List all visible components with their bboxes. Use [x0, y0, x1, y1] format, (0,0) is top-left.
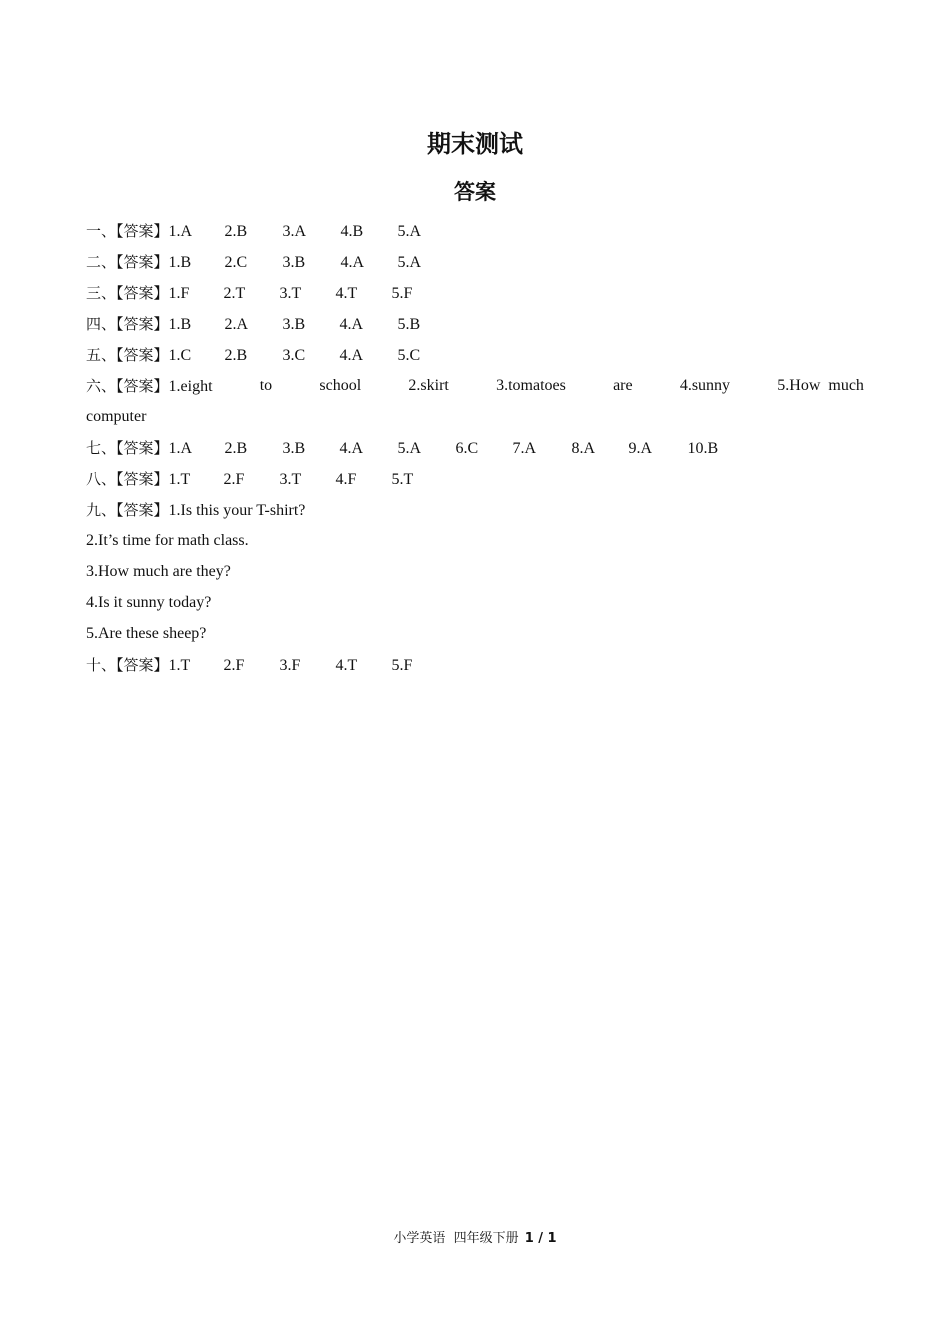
page-number: 1 / 1	[524, 1231, 557, 1246]
answer-item: 4.F	[335, 471, 357, 488]
answer-item: 3.tomatoes	[496, 377, 566, 394]
answer-item: 1.B	[168, 254, 192, 271]
row-lead: 三、【答案】	[86, 284, 169, 302]
answer-row-8	[86, 465, 864, 496]
answer-item: 3.B	[282, 440, 306, 457]
answer-item: 2.B	[224, 347, 248, 364]
answer-item: 4.A	[339, 316, 364, 333]
answer-item: 1.T	[168, 471, 191, 488]
answer-row-6-continuation	[86, 403, 864, 434]
answer-row-5	[86, 341, 864, 372]
answer-item: 9.A	[628, 440, 653, 457]
page-title: 期末测试	[427, 130, 523, 158]
answer-item: 3.F	[279, 657, 301, 674]
answer-item: 5.A	[397, 440, 422, 457]
row-lead: 七、【答案】	[86, 439, 169, 457]
answer-item: 4.sunny	[679, 377, 731, 394]
answer-item: 2.C	[224, 254, 248, 271]
answer-item: 3.C	[282, 347, 306, 364]
answer-item: 5.B	[397, 316, 421, 333]
answer-line	[86, 558, 864, 589]
answer-item: 2.A	[224, 316, 249, 333]
page-subtitle: 答案	[454, 180, 496, 204]
answer-item: 5.Are these sheep?	[86, 625, 207, 642]
answer-item: 2.It’s time for math class.	[86, 532, 249, 549]
answer-row-3	[86, 279, 864, 310]
answer-row-7	[86, 434, 864, 465]
answer-item: 5.F	[391, 657, 413, 674]
answer-item: 5.How much	[777, 377, 864, 394]
answer-item: 10.B	[687, 440, 719, 457]
answer-item: 1.T	[168, 657, 191, 674]
answer-item: 3.T	[279, 285, 302, 302]
answer-row-2	[86, 248, 864, 279]
row-lead: 十、【答案】	[86, 656, 169, 674]
answer-item: 8.A	[571, 440, 596, 457]
answer-item: 1.C	[168, 347, 192, 364]
answer-row-1	[86, 217, 864, 248]
answer-line	[86, 527, 864, 558]
answer-item: 4.T	[335, 657, 358, 674]
row-lead: 八、【答案】	[86, 470, 169, 488]
answer-item: 3.A	[282, 223, 307, 240]
row-lead: 六、【答案】	[86, 377, 169, 395]
answer-item: 1.B	[168, 316, 192, 333]
answer-row-6	[86, 372, 864, 403]
answer-item: 2.B	[224, 440, 248, 457]
answer-row-9	[86, 496, 864, 527]
answer-item: 4.A	[339, 347, 364, 364]
answer-item: 3.B	[282, 316, 306, 333]
row-lead: 九、【答案】	[86, 501, 169, 519]
answer-item: 1.Is this your T-shirt?	[168, 502, 306, 519]
answer-item: 5.T	[391, 471, 414, 488]
answer-item: computer	[86, 408, 147, 425]
answer-list	[86, 217, 864, 682]
footer-text: 小学英语 四年级下册	[393, 1231, 519, 1246]
row-lead: 一、【答案】	[86, 222, 169, 240]
answer-item: 2.B	[224, 223, 248, 240]
answer-item: to	[259, 377, 273, 394]
answer-item: 2.T	[223, 285, 246, 302]
row-lead: 五、【答案】	[86, 346, 169, 364]
answer-item: 3.B	[282, 254, 306, 271]
answer-item: 4.B	[340, 223, 364, 240]
answer-item: 4.Is it sunny today?	[86, 594, 212, 611]
answer-item: 2.F	[223, 657, 245, 674]
answer-item: school	[319, 377, 362, 394]
answer-line	[86, 620, 864, 651]
row-lead: 四、【答案】	[86, 315, 169, 333]
answer-item: 5.C	[397, 347, 421, 364]
page-footer	[0, 1227, 950, 1246]
answer-item: 1.eight	[168, 378, 213, 395]
answer-item: 5.A	[397, 254, 422, 271]
answer-item: 6.C	[455, 440, 479, 457]
answer-item: 3.T	[279, 471, 302, 488]
answer-row-10	[86, 651, 864, 682]
answer-item: 1.A	[168, 223, 193, 240]
answer-item: 4.T	[335, 285, 358, 302]
answer-item: 3.How much are they?	[86, 563, 231, 580]
answer-item: 1.A	[168, 440, 193, 457]
answer-line	[86, 589, 864, 620]
answer-item: 1.F	[168, 285, 190, 302]
answer-item: are	[613, 377, 633, 394]
answer-item: 2.skirt	[408, 377, 449, 394]
answer-item: 7.A	[512, 440, 537, 457]
row-lead: 二、【答案】	[86, 253, 169, 271]
answer-item: 4.A	[340, 254, 365, 271]
answer-item: 5.F	[391, 285, 413, 302]
answer-item: 4.A	[339, 440, 364, 457]
answer-item: 2.F	[223, 471, 245, 488]
answer-row-4	[86, 310, 864, 341]
answer-item: 5.A	[397, 223, 422, 240]
